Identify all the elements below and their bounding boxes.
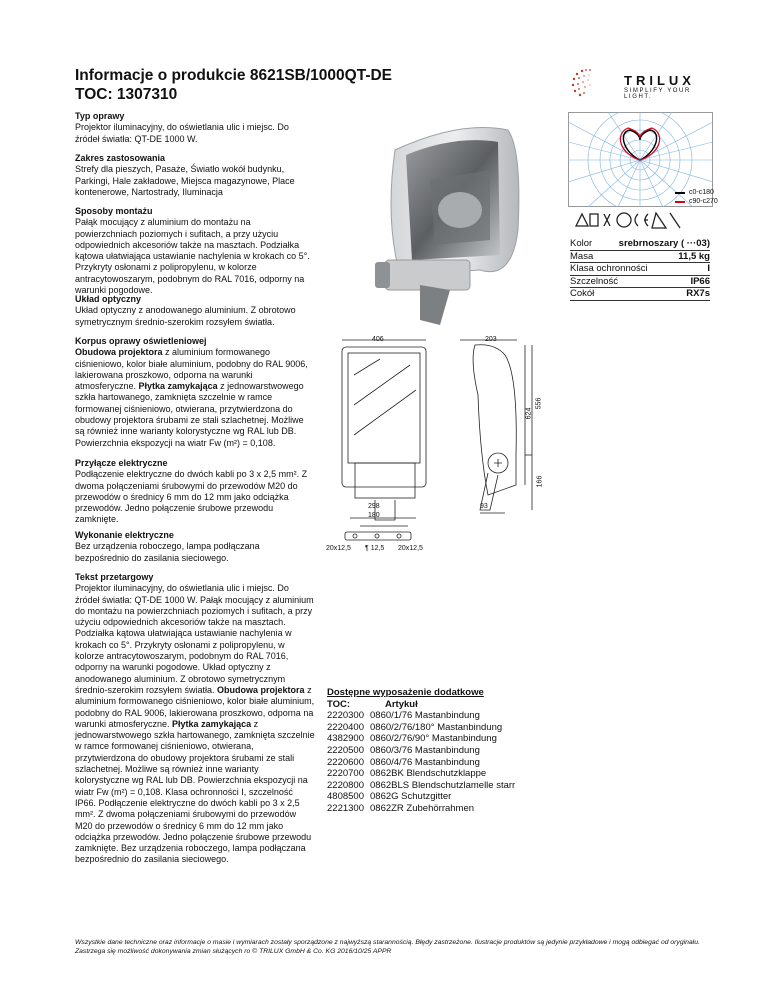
spec-row: Szczelność IP66	[570, 275, 710, 287]
legend-item: c90-c270	[675, 197, 718, 206]
list-item: 2220700 0862BK Blendschutzklappe	[327, 768, 487, 780]
legend-item: c0-c180	[675, 188, 718, 197]
technical-drawing	[320, 335, 560, 565]
legend-swatch	[675, 192, 685, 194]
section-tekst: Tekst przetargowy Projektor iluminacyjny, do oświetlania ulic i miejsc. Do źródeł światła: QT-DE 1000 W. Pałąk mocujący z aluminium do montażu na powierzchniach poziomych i sufitach, a przy użyciu odpowiednich akcesoriów także na masztach. Podziałka kątowa ułatwiająca ustawianie nachylenia w krokach co 5°. Przykryty osłonami z polipropylenu, w kolorze antracytowoszarym, podobnym do RAL 7016, odporny na warunki pogodowe. Układ optyczny z anodowanego aluminium. Z obrotowo symetrycznym średnio-szerokim rozsyłem światła. Obudowa projektora z aluminium formowanego ciśnieniowo, kolor białe aluminium, podobny do RAL 9006, lakierowana proszkowo, odporna na warunki atmosferyczne. Płytka zamykająca z jednowarstwowego szkła hartowanego, zamknięta szczelnie w ramce formowanej ciśnieniowo, otwierana, przytwierdzona do obudowy projektora śrubami ze stali szlachetnej. Możliwe są również inne warianty kolorystyczne wg RAL lub DB. Powierzchnia ekspozycji na wiatr Fw (m²) = 0,108. Klasa ochronności I, szczelność IP66. Podłączenie elektryczne do dwóch kabli po 3 x 2,5 mm². Z dwoma połączeniami śrubowymi do przewodów M20 do przewodów o średnicy 6 mm do 12 mm jako odciążka przewodów. Jedno połączenie śrubowe przewodu zamknięte. Bez urządzenia roboczego, lampa podłączana bezpośrednio do zasilania sieciowego.	[75, 572, 315, 865]
dim-width-bottom-2: 180	[368, 512, 380, 519]
list-item: 4382900 0860/2/76/90° Mastanbindung	[327, 733, 497, 745]
legend-swatch	[675, 201, 685, 203]
accessories-header-row: TOC: Artykuł	[327, 698, 418, 710]
section-wykonanie: Wykonanie elektryczne Bez urządzenia roboczego, lampa podłączana bezpośrednio do zasilania sieciowego.	[75, 530, 260, 563]
spec-row: Klasa ochronności I	[570, 263, 710, 274]
list-item: 2220400 0860/2/76/180° Mastanbindung	[327, 721, 503, 733]
list-item: 2220500 0860/3/76 Mastanbindung	[327, 744, 480, 756]
list-item: 2221300 0862ZR Zubehörrahmen	[327, 802, 475, 814]
dim-width-bottom: 298	[368, 503, 380, 510]
dim-height-total: 624	[525, 407, 533, 420]
specs-table	[570, 238, 710, 301]
dim-width-top: 406	[372, 336, 384, 343]
dim-depth-top: 203	[485, 336, 497, 343]
spec-row: Masa 11,5 kg	[570, 250, 710, 262]
product-photo	[340, 110, 555, 335]
accessories-list	[327, 687, 587, 815]
dim-cable-2: ¶ 12,5	[365, 545, 385, 552]
section-optyka: Układ optyczny Układ optyczny z anodowanego aluminium. Z obrotowo symetrycznym średnio-szerokim rozsyłem światła.	[75, 294, 296, 327]
section-przylacze: Przyłącze elektryczne Podłączenie elektryczne do dwóch kabli po 3 x 2,5 mm². Z dwoma połączeniami śrubowymi do przewodów M20 do przewodów o średnicy 6 mm do 12 mm jako odciążka przewodów. Jedno połączenie śrubowe przewodu zamknięte.	[75, 458, 308, 525]
brand-tagline: SIMPLIFY YOUR LIGHT.	[624, 88, 691, 100]
footer-disclaimer: Wszystkie dane techniczne oraz informacje o masie i wymiarach zostały sporządzone z najwyższą starannością. Błędy zastrzeżone. Ilustracje produktów są jedynie przykładowe i mogą odbiegać od oryginału. Zastrzega się możliwość dokonywania zmian służących ro © TRILUX GmbH & Co. KG 2016/10/25 APPR	[75, 939, 700, 955]
list-item: 2220300 0860/1/76 Mastanbindung	[327, 710, 480, 722]
page-title: Informacje o produkcie 8621SB/1000QT-DE TOC: 1307310	[75, 67, 393, 103]
spec-row: Cokół RX7s	[570, 288, 710, 299]
dim-cable-3: 20x12,5	[398, 545, 423, 552]
dim-base-height: 166	[536, 475, 544, 488]
section-korpus: Korpus oprawy oświetleniowej Obudowa projektora z aluminium formowanego ciśnieniowo, kolor białe aluminium, podobny do RAL 9006, lakierowana proszkowo, odporna na warunki atmosferyczne. Płytka zamykająca z jednowarstwowego szkła hartowanego, zamknięta szczelnie w ramce formowanej ciśnieniowo, otwierana, przytwierdzona do obudowy projektora śrubami ze stali szlachetnej. Możliwe są również inne warianty kolorystyczne wg RAL lub DB. Powierzchnia ekspozycji na wiatr Fw (m²) = 0,108.	[75, 336, 308, 448]
dim-height-body: 556	[535, 397, 543, 410]
brand-logo	[568, 65, 708, 99]
accessories-heading: Dostępne wyposażenie dodatkowe	[327, 687, 484, 698]
section-zakres: Zakres zastosowania Strefy dla pieszych, Pasaże, Światło wokół budynku, Parkingi, Hale zakładowe, Miejsca magazynowe, Place kontenerowe, Nartostrady, Iluminacja	[75, 153, 295, 197]
list-item: 4808500 0862G Schutzgitter	[327, 791, 452, 803]
section-montaz: Sposoby montażu Pałąk mocujący z aluminium do montażu na powierzchniach poziomych i sufitach, a przy użyciu odpowiednich akcesoriów także na masztach. Podziałka kątowa ułatwiająca ustawianie nachylenia w krokach co 5°. Przykryty osłonami z polipropylenu, w kolorze antracytowoszarym, podobnym do RAL 7016, odporny na warunki pogodowe.	[75, 206, 310, 296]
logo-emblem-icon	[568, 65, 620, 99]
certification-marks-icon	[572, 210, 682, 230]
dim-cable-1: 20x12,5	[326, 545, 351, 552]
section-typ: Typ oprawy Projektor iluminacyjny, do oświetlania ulic i miejsc. Do źródeł światła: QT-DE 1000 W.	[75, 111, 289, 144]
brand-name: TRILUX	[624, 73, 695, 88]
list-item: 2220800 0862BLS Blendschutzlamelle starr	[327, 779, 516, 791]
polar-legend	[675, 188, 718, 206]
spec-row: Kolor srebrnoszary ( ···03)	[570, 238, 710, 249]
dim-depth-bottom: 93	[480, 503, 488, 510]
list-item: 2220600 0860/4/76 Mastanbindung	[327, 756, 480, 768]
